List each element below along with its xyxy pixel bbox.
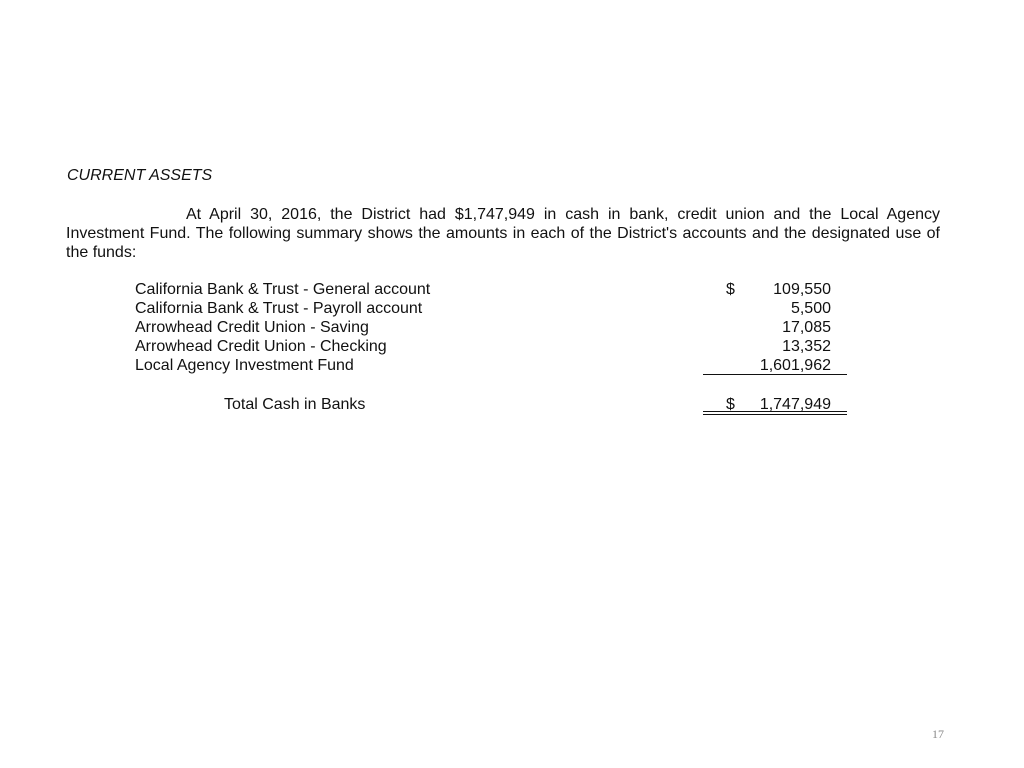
- section-heading: CURRENT ASSETS: [67, 167, 213, 184]
- table-row: [0, 318, 1024, 337]
- table-row: [0, 280, 1024, 299]
- table-row: [0, 356, 1024, 375]
- account-amount: 109,550: [773, 281, 831, 298]
- total-amount: 1,747,949: [759, 396, 831, 413]
- total-row: [0, 395, 1024, 414]
- total-double-rule: [703, 411, 847, 415]
- table-row: [0, 299, 1024, 318]
- total-label: Total Cash in Banks: [224, 396, 366, 413]
- account-label: Arrowhead Credit Union - Checking: [135, 338, 387, 355]
- account-amount: 17,085: [782, 319, 831, 336]
- table-row: [0, 337, 1024, 356]
- account-label: Arrowhead Credit Union - Saving: [135, 319, 369, 336]
- account-label: California Bank & Trust - Payroll account: [135, 300, 423, 317]
- account-label: California Bank & Trust - General account: [135, 281, 431, 298]
- account-amount: 5,500: [790, 300, 831, 317]
- currency-symbol: $: [726, 281, 735, 298]
- page-number: 17: [932, 727, 944, 741]
- subtotal-rule: [703, 374, 847, 375]
- account-amount: 1,601,962: [759, 357, 831, 374]
- currency-symbol: $: [726, 396, 735, 413]
- intro-paragraph: At April 30, 2016, the District had $1,747,949 in cash in bank, credit union and the Local Agency Investment Fund. The following summary shows the amounts in each of the District's accounts and the designated use of the funds:: [66, 206, 940, 261]
- account-label: Local Agency Investment Fund: [135, 357, 354, 374]
- account-amount: 13,352: [782, 338, 831, 355]
